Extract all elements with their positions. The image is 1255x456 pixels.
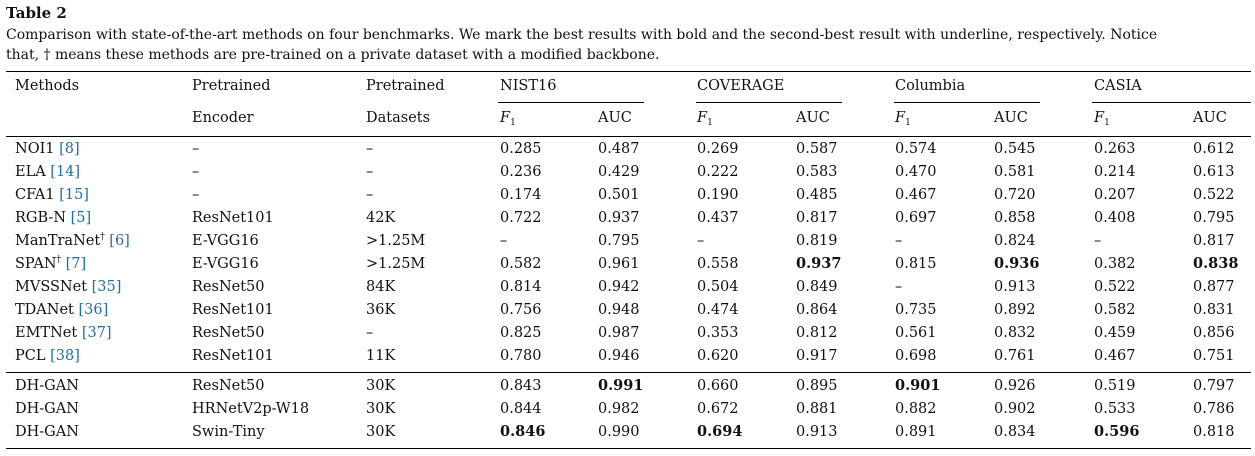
value-coverage-f1: 0.474: [697, 302, 739, 318]
header-f1-casia: [1094, 109, 1110, 132]
value-nist16-f1: 0.236: [500, 164, 542, 180]
table-caption: [6, 25, 1251, 65]
method-label: MVSSNet: [15, 279, 88, 295]
caption-line-1: Comparison with state-of-the-art methods on four benchmarks. We mark the best results with bold and the second-best result with underline, respectively. Notice: [6, 27, 1158, 43]
top-rule: [6, 71, 1251, 72]
value-nist16-auc: 0.946: [598, 348, 640, 364]
value-columbia-auc: 0.832: [994, 325, 1036, 341]
pretrained-datasets: 30K: [366, 378, 396, 394]
header-rule: [6, 136, 1251, 137]
value-casia-auc: 0.838: [1193, 255, 1239, 272]
value-casia-f1: 0.533: [1094, 401, 1136, 417]
value-columbia-f1: 0.735: [895, 302, 937, 318]
value-casia-f1: 0.582: [1094, 302, 1136, 318]
value-coverage-auc: 0.587: [796, 141, 838, 157]
f1-subscript: 1: [905, 118, 911, 128]
value-columbia-auc: 0.834: [994, 424, 1036, 440]
value-nist16-auc: 0.487: [598, 141, 640, 157]
value-coverage-auc: 0.812: [796, 325, 838, 341]
value-nist16-f1: 0.846: [500, 423, 546, 440]
header-pretrained-datasets-line1: Pretrained: [366, 78, 445, 94]
method-name: [15, 186, 89, 204]
method-name: [15, 423, 79, 441]
value-coverage-auc: 0.913: [796, 424, 838, 440]
value-casia-f1: 0.382: [1094, 256, 1136, 272]
pretrained-encoder: ResNet50: [192, 279, 265, 295]
pretrained-datasets: 42K: [366, 210, 396, 226]
header-pretrained-encoder-line1: Pretrained: [192, 78, 271, 94]
method-name: [15, 163, 80, 181]
f1-subscript: 1: [707, 118, 713, 128]
value-nist16-auc: 0.991: [598, 377, 644, 394]
value-nist16-auc: 0.942: [598, 279, 640, 295]
method-label: RGB-N: [15, 210, 67, 226]
citation-link[interactable]: [37]: [81, 325, 112, 341]
group-separator-rule: [6, 372, 1251, 373]
f1-symbol: F: [500, 110, 511, 126]
f1-symbol: F: [697, 110, 708, 126]
value-casia-f1: 0.459: [1094, 325, 1136, 341]
pretrained-encoder: –: [192, 164, 200, 180]
value-casia-auc: 0.522: [1193, 187, 1235, 203]
method-name: [15, 347, 80, 365]
method-label: DH-GAN: [15, 378, 79, 394]
group-rule-columbia: [894, 102, 1040, 103]
bottom-rule: [6, 448, 1251, 449]
value-casia-f1: 0.207: [1094, 187, 1136, 203]
value-casia-f1: 0.408: [1094, 210, 1136, 226]
value-casia-f1: 0.596: [1094, 423, 1140, 440]
value-columbia-f1: 0.901: [895, 377, 941, 394]
value-coverage-auc: 0.819: [796, 233, 838, 249]
pretrained-datasets: 84K: [366, 279, 396, 295]
value-coverage-f1: 0.353: [697, 325, 739, 341]
header-group-nist16: NIST16: [500, 78, 557, 94]
header-group-columbia: Columbia: [895, 78, 966, 94]
value-coverage-f1: 0.269: [697, 141, 739, 157]
method-label: EMTNet: [15, 325, 78, 341]
method-label: NOI1: [15, 141, 55, 157]
value-columbia-f1: –: [895, 233, 903, 249]
header-auc-coverage: AUC: [796, 110, 830, 126]
value-columbia-f1: 0.815: [895, 256, 937, 272]
value-coverage-f1: 0.660: [697, 378, 739, 394]
method-name: [15, 209, 91, 227]
value-columbia-auc: 0.902: [994, 401, 1036, 417]
value-nist16-auc: 0.990: [598, 424, 640, 440]
pretrained-encoder: ResNet101: [192, 348, 274, 364]
value-coverage-f1: 0.672: [697, 401, 739, 417]
value-columbia-auc: 0.926: [994, 378, 1036, 394]
value-coverage-f1: 0.222: [697, 164, 739, 180]
method-name: [15, 377, 79, 395]
method-label: DH-GAN: [15, 401, 79, 417]
citation-link[interactable]: [35]: [91, 279, 122, 295]
citation-link[interactable]: [8]: [59, 141, 80, 157]
value-nist16-f1: 0.285: [500, 141, 542, 157]
group-rule-casia: [1092, 102, 1251, 103]
value-coverage-auc: 0.485: [796, 187, 838, 203]
pretrained-encoder: –: [192, 141, 200, 157]
value-casia-auc: 0.856: [1193, 325, 1235, 341]
pretrained-encoder: E-VGG16: [192, 256, 259, 272]
method-name: [15, 232, 130, 250]
citation-link[interactable]: [38]: [50, 348, 80, 364]
value-coverage-f1: –: [697, 233, 705, 249]
pretrained-datasets: 30K: [366, 424, 396, 440]
value-casia-auc: 0.877: [1193, 279, 1235, 295]
pretrained-encoder: –: [192, 187, 200, 203]
value-columbia-f1: –: [895, 279, 903, 295]
value-casia-auc: 0.797: [1193, 378, 1235, 394]
method-label: SPAN: [15, 256, 57, 272]
citation-link[interactable]: [14]: [50, 164, 81, 180]
value-columbia-f1: 0.698: [895, 348, 937, 364]
method-label: CFA1: [15, 187, 55, 203]
value-nist16-auc: 0.948: [598, 302, 640, 318]
value-coverage-auc: 0.817: [796, 210, 838, 226]
pretrained-datasets: 36K: [366, 302, 396, 318]
value-nist16-f1: 0.756: [500, 302, 542, 318]
pretrained-datasets: –: [366, 164, 374, 180]
value-coverage-auc: 0.583: [796, 164, 838, 180]
pretrained-encoder: ResNet50: [192, 378, 265, 394]
value-nist16-f1: 0.174: [500, 187, 542, 203]
dagger-mark: †: [56, 255, 62, 266]
value-coverage-auc: 0.917: [796, 348, 838, 364]
value-columbia-f1: 0.467: [895, 187, 937, 203]
method-name: [15, 255, 86, 273]
citation-link[interactable]: [7]: [65, 256, 87, 272]
value-columbia-auc: 0.858: [994, 210, 1036, 226]
pretrained-datasets: –: [366, 325, 374, 341]
method-label: PCL: [15, 348, 46, 364]
value-nist16-auc: 0.795: [598, 233, 640, 249]
value-coverage-f1: 0.694: [697, 423, 743, 440]
value-nist16-auc: 0.982: [598, 401, 640, 417]
value-coverage-f1: 0.558: [697, 256, 739, 272]
pretrained-datasets: 30K: [366, 401, 396, 417]
dagger-mark: †: [100, 232, 105, 243]
pretrained-encoder: Swin-Tiny: [192, 424, 265, 440]
header-auc-casia: AUC: [1193, 110, 1227, 126]
method-label: ELA: [15, 164, 46, 180]
value-coverage-auc: 0.937: [796, 255, 842, 272]
table-label: Table 2: [6, 4, 67, 22]
header-group-coverage: COVERAGE: [697, 78, 785, 94]
value-coverage-f1: 0.190: [697, 187, 739, 203]
pretrained-encoder: E-VGG16: [192, 233, 259, 249]
value-nist16-auc: 0.937: [598, 210, 640, 226]
value-casia-auc: 0.795: [1193, 210, 1235, 226]
value-nist16-f1: 0.780: [500, 348, 542, 364]
value-casia-auc: 0.786: [1193, 401, 1235, 417]
header-pretrained-encoder-line2: Encoder: [192, 110, 254, 126]
value-coverage-auc: 0.849: [796, 279, 838, 295]
value-columbia-f1: 0.561: [895, 325, 937, 341]
pretrained-datasets: 11K: [366, 348, 396, 364]
value-nist16-auc: 0.987: [598, 325, 640, 341]
f1-symbol: F: [895, 110, 906, 126]
citation-link[interactable]: [15]: [59, 187, 89, 203]
value-casia-f1: –: [1094, 233, 1102, 249]
header-group-casia: CASIA: [1094, 78, 1142, 94]
pretrained-encoder: ResNet101: [192, 302, 274, 318]
value-casia-auc: 0.818: [1193, 424, 1235, 440]
method-label: ManTraNet: [15, 233, 101, 249]
value-nist16-f1: 0.844: [500, 401, 542, 417]
value-casia-auc: 0.831: [1193, 302, 1235, 318]
value-coverage-auc: 0.881: [796, 401, 838, 417]
f1-subscript: 1: [510, 118, 516, 128]
value-columbia-auc: 0.720: [994, 187, 1036, 203]
value-nist16-f1: 0.722: [500, 210, 542, 226]
pretrained-encoder: ResNet101: [192, 210, 274, 226]
value-nist16-f1: 0.814: [500, 279, 542, 295]
value-casia-auc: 0.817: [1193, 233, 1235, 249]
value-nist16-auc: 0.961: [598, 256, 640, 272]
header-f1-columbia: [895, 109, 911, 132]
pretrained-datasets: >1.25M: [366, 233, 426, 249]
value-columbia-auc: 0.824: [994, 233, 1036, 249]
method-name: [15, 301, 108, 319]
value-nist16-f1: 0.582: [500, 256, 542, 272]
value-columbia-f1: 0.697: [895, 210, 937, 226]
value-columbia-f1: 0.470: [895, 164, 937, 180]
value-columbia-f1: 0.882: [895, 401, 937, 417]
value-columbia-auc: 0.761: [994, 348, 1036, 364]
pretrained-encoder: ResNet50: [192, 325, 265, 341]
group-rule-coverage: [696, 102, 842, 103]
method-name: [15, 140, 80, 158]
value-nist16-f1: 0.825: [500, 325, 542, 341]
pretrained-datasets: >1.25M: [366, 256, 426, 272]
value-nist16-auc: 0.501: [598, 187, 640, 203]
citation-link[interactable]: [6]: [109, 233, 130, 249]
value-casia-auc: 0.612: [1193, 141, 1235, 157]
value-casia-f1: 0.214: [1094, 164, 1136, 180]
header-methods: Methods: [15, 78, 80, 94]
value-casia-f1: 0.263: [1094, 141, 1136, 157]
value-casia-f1: 0.522: [1094, 279, 1136, 295]
value-nist16-auc: 0.429: [598, 164, 640, 180]
value-nist16-f1: –: [500, 233, 508, 249]
value-coverage-auc: 0.895: [796, 378, 838, 394]
value-coverage-auc: 0.864: [796, 302, 838, 318]
value-nist16-f1: 0.843: [500, 378, 542, 394]
value-columbia-f1: 0.891: [895, 424, 937, 440]
value-columbia-auc: 0.545: [994, 141, 1036, 157]
header-f1-coverage: [697, 109, 713, 132]
value-coverage-f1: 0.620: [697, 348, 739, 364]
citation-link[interactable]: [36]: [78, 302, 109, 318]
pretrained-encoder: HRNetV2p-W18: [192, 401, 310, 417]
value-columbia-auc: 0.936: [994, 255, 1040, 272]
header-auc-nist16: AUC: [598, 110, 632, 126]
header-f1-nist16: [500, 109, 516, 132]
method-name: [15, 400, 79, 418]
method-name: [15, 278, 121, 296]
caption-line-2: that, † means these methods are pre-trained on a private dataset with a modified backbone.: [6, 47, 660, 63]
method-label: TDANet: [15, 302, 74, 318]
method-name: [15, 324, 112, 342]
value-coverage-f1: 0.504: [697, 279, 739, 295]
group-rule-nist16: [498, 102, 644, 103]
header-pretrained-datasets-line2: Datasets: [366, 110, 431, 126]
value-columbia-f1: 0.574: [895, 141, 937, 157]
citation-link[interactable]: [5]: [70, 210, 92, 226]
pretrained-datasets: –: [366, 141, 374, 157]
value-columbia-auc: 0.892: [994, 302, 1036, 318]
method-label: DH-GAN: [15, 424, 79, 440]
f1-symbol: F: [1094, 110, 1105, 126]
value-casia-auc: 0.751: [1193, 348, 1235, 364]
pretrained-datasets: –: [366, 187, 374, 203]
f1-subscript: 1: [1104, 118, 1110, 128]
value-casia-f1: 0.467: [1094, 348, 1136, 364]
value-casia-auc: 0.613: [1193, 164, 1235, 180]
header-auc-columbia: AUC: [994, 110, 1028, 126]
value-casia-f1: 0.519: [1094, 378, 1136, 394]
value-columbia-auc: 0.913: [994, 279, 1036, 295]
value-columbia-auc: 0.581: [994, 164, 1036, 180]
value-coverage-f1: 0.437: [697, 210, 739, 226]
